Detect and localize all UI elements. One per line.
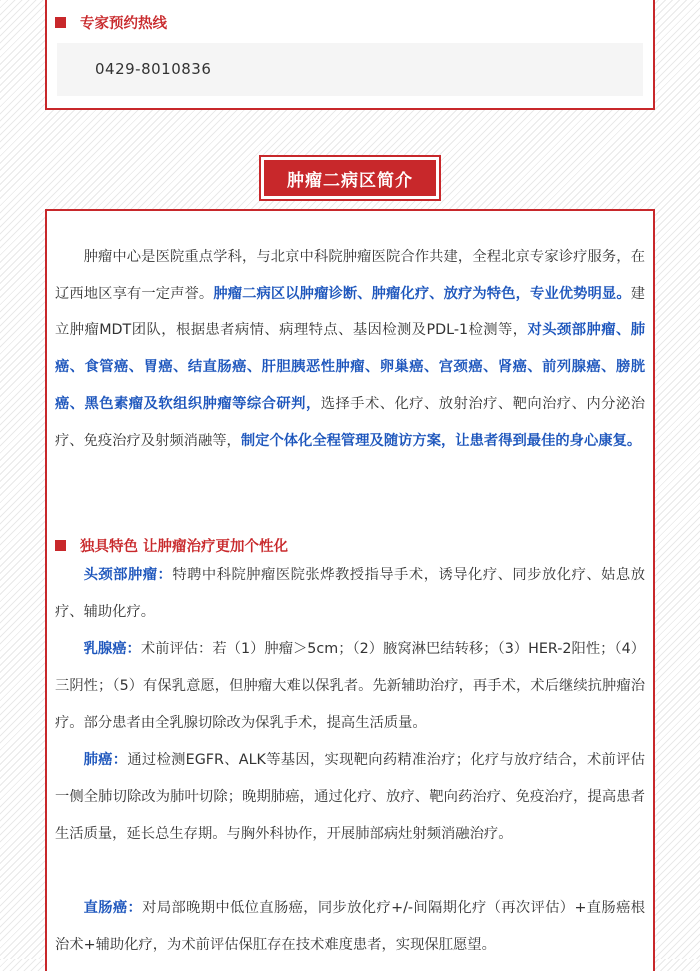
square-bullet-icon <box>55 540 66 551</box>
features-heading <box>55 535 288 556</box>
intro-paragraph <box>55 239 645 459</box>
intro-text-3: 选择手术、化疗、放射治疗、靶向治疗、内分泌治疗、免疫治疗及射频消融等， <box>55 395 646 449</box>
intro-text-2: 建立肿瘤MDT团队，根据患者病情、病理特点、基因检测及PDL-1检测等， <box>55 285 646 339</box>
hotline-heading <box>55 12 167 33</box>
feature-label: 肺癌： <box>83 752 128 768</box>
department-intro-card <box>45 209 655 971</box>
intro-highlight-2: 对头颈部肿瘤、肺癌、食管癌、胃癌、结直肠癌、肝胆胰恶性肿瘤、卵巢癌、宫颈癌、肾癌、前列腺癌、膀胱癌、黑色素瘤及软组织肿瘤等综合研判， <box>55 322 645 412</box>
square-bullet-icon <box>55 17 66 28</box>
feature-label: 直肠癌： <box>83 900 143 916</box>
phone-number[interactable]: 0429-8010836 <box>95 60 212 78</box>
phone-box <box>57 43 643 96</box>
department-title: 肿瘤二病区简介 <box>264 160 436 196</box>
feature-text: 术前评估：若（1）肿瘤＞5cm；（2）腋窝淋巴结转移；（3）HER-2阳性；（4）三阴性；（5）有保乳意愿，但肿瘤大难以保乳者。先新辅助治疗，再手术，术后继续抗肿瘤治疗。部分患者由全乳腺切除改为保乳手术，提高生活质量。 <box>55 641 645 731</box>
feature-label: 头颈部肿瘤： <box>83 567 173 583</box>
feature-text: 对局部晚期中低位直肠癌，同步放化疗+/-间隔期化疗（再次评估）+直肠癌根治术+辅助化疗，为术前评估保肛存在技术难度患者，实现保肛愿望。 <box>55 900 646 953</box>
department-title-badge <box>259 155 441 201</box>
hotline-heading-text: 专家预约热线 <box>80 16 167 32</box>
hotline-card <box>45 0 655 110</box>
feature-text: 特聘中科院肿瘤医院张烨教授指导手术，诱导化疗、同步放化疗、姑息放疗、辅助化疗。 <box>55 567 646 620</box>
feature-lung-cancer <box>55 742 645 853</box>
intro-text-1: 肿瘤中心是医院重点学科，与北京中科院肿瘤医院合作共建，全程北京专家诊疗服务，在辽西地区享有一定声誉。 <box>55 249 645 302</box>
feature-breast-cancer <box>55 631 645 742</box>
intro-highlight-3: 制定个体化全程管理及随访方案，让患者得到最佳的身心康复。 <box>240 432 642 449</box>
feature-text: 通过检测EGFR、ALK等基因，实现靶向药精准治疗；化疗与放疗结合，术前评估一侧全肺切除改为肺叶切除；晚期肺癌，通过化疗、放疗、靶向药治疗、免疫治疗，提高患者生活质量，延长总生存期。与胸外科协作，开展肺部病灶射频消融治疗。 <box>55 752 646 842</box>
feature-label: 乳腺癌： <box>83 641 141 657</box>
feature-head-neck <box>55 557 645 631</box>
features-heading-text: 独具特色 让肿瘤治疗更加个性化 <box>80 539 289 555</box>
intro-highlight-1: 肿瘤二病区以肿瘤诊断、肿瘤化疗、放疗为特色，专业优势明显。 <box>213 285 631 302</box>
feature-rectal-cancer <box>55 890 645 964</box>
